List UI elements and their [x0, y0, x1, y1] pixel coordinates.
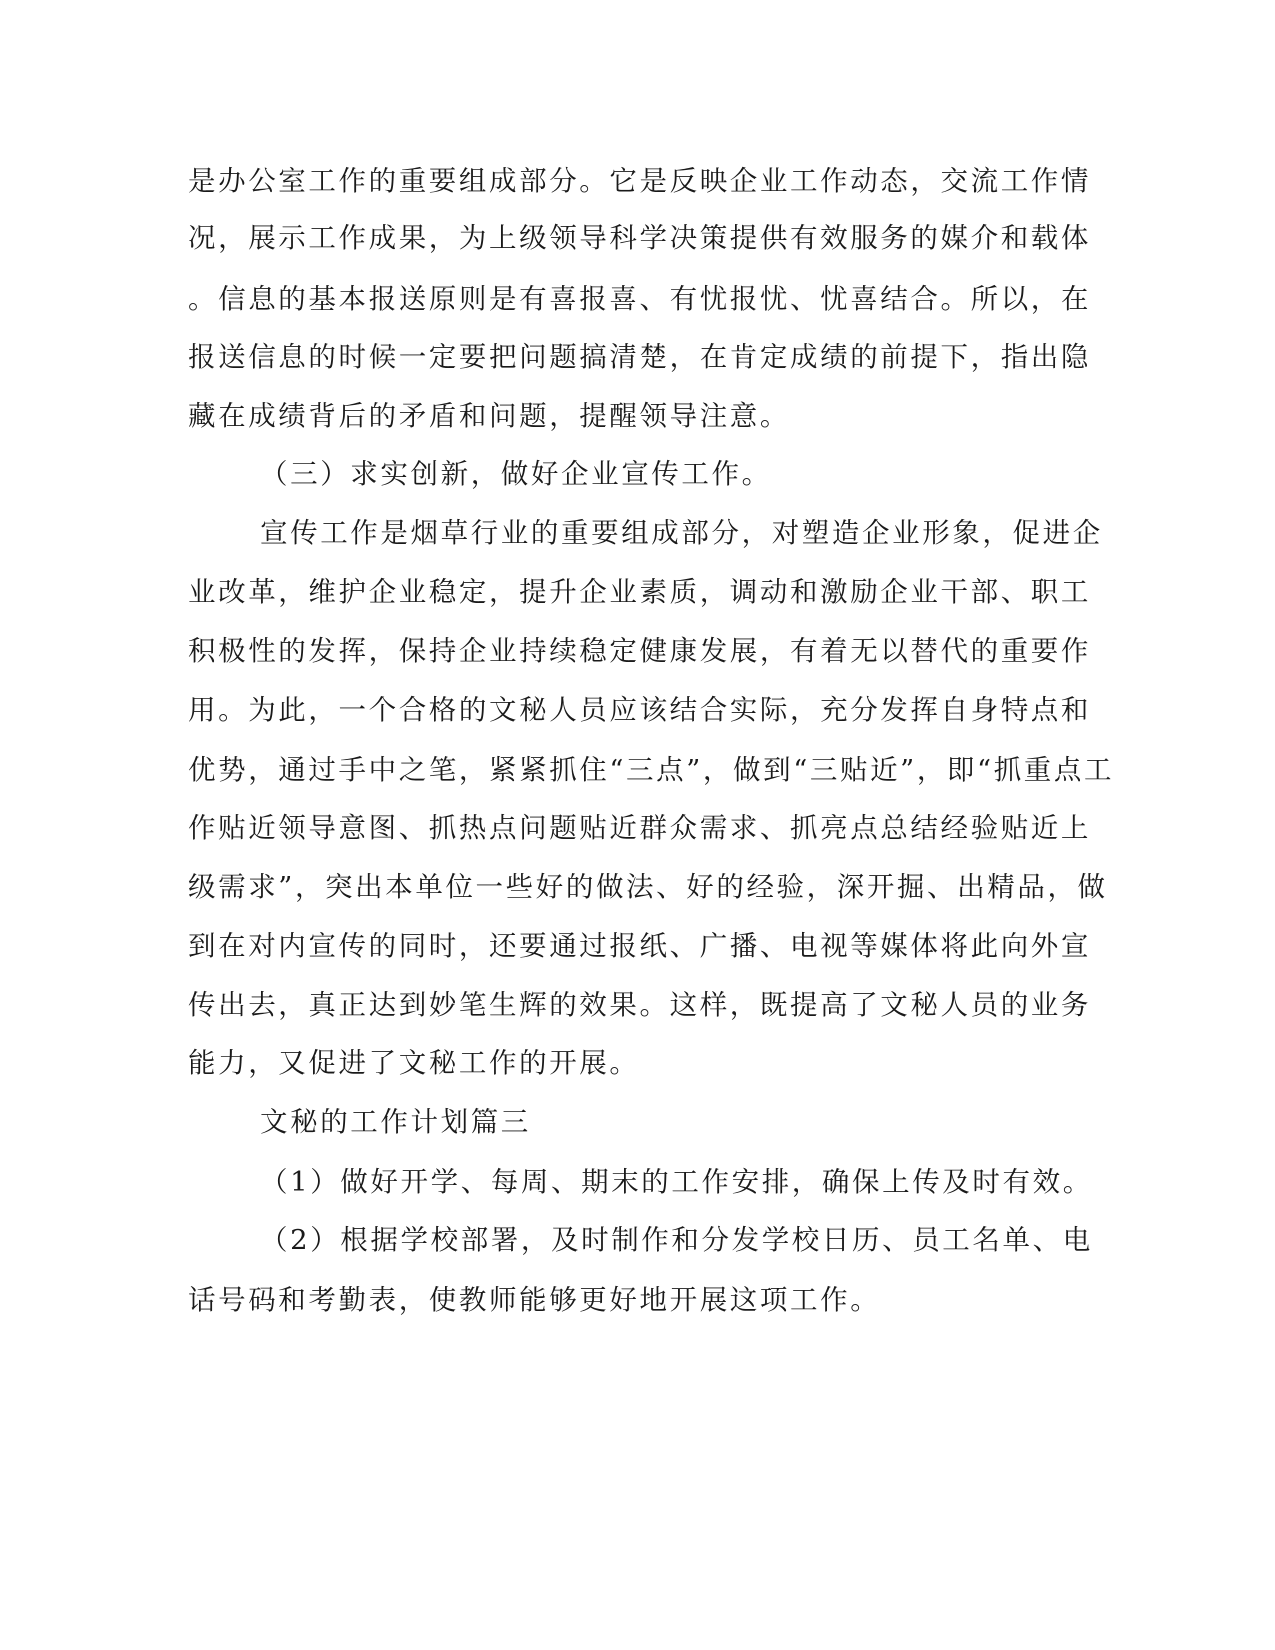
section-heading: （三）求实创新，做好企业宣传工作。 [260, 458, 772, 490]
text-line: 传出去，真正达到妙笔生辉的效果。这样，既提高了文秘人员的业务 [188, 989, 1091, 1021]
text-line: 藏在成绩背后的矛盾和问题，提醒领导注意。 [188, 400, 790, 432]
list-item: （2）根据学校部署，及时制作和分发学校日历、员工名单、电 [260, 1224, 1093, 1256]
section-title: 文秘的工作计划篇三 [260, 1106, 531, 1138]
text-line: 能力，又促进了文秘工作的开展。 [188, 1047, 640, 1079]
text-line: 话号码和考勤表，使教师能够更好地开展这项工作。 [188, 1284, 881, 1316]
text-line: 是办公室工作的重要组成部分。它是反映企业工作动态，交流工作情 [188, 165, 1091, 197]
list-item: （1）做好开学、每周、期末的工作安排，确保上传及时有效。 [260, 1166, 1093, 1198]
text-line: 积极性的发挥，保持企业持续稳定健康发展，有着无以替代的重要作 [188, 635, 1091, 667]
text-line: 到在对内宣传的同时，还要通过报纸、广播、电视等媒体将此向外宣 [188, 930, 1091, 962]
text-line: 。信息的基本报送原则是有喜报喜、有忧报忧、忧喜结合。所以，在 [188, 283, 1091, 315]
text-line: 优势，通过手中之笔，紧紧抓住“三点”，做到“三贴近”，即“抓重点工 [188, 754, 1115, 786]
paragraph-start: 宣传工作是烟草行业的重要组成部分，对塑造企业形象，促进企 [260, 517, 1103, 549]
text-line: 况，展示工作成果，为上级领导科学决策提供有效服务的媒介和载体 [188, 222, 1091, 254]
text-line: 报送信息的时候一定要把问题搞清楚，在肯定成绩的前提下，指出隐 [188, 341, 1091, 373]
text-line: 级需求”，突出本单位一些好的做法、好的经验，深开掘、出精品，做 [188, 871, 1108, 903]
text-line: 作贴近领导意图、抓热点问题贴近群众需求、抓亮点总结经验贴近上 [188, 812, 1091, 844]
text-line: 用。为此，一个合格的文秘人员应该结合实际，充分发挥自身特点和 [188, 694, 1091, 726]
text-line: 业改革，维护企业稳定，提升企业素质，调动和激励企业干部、职工 [188, 576, 1091, 608]
